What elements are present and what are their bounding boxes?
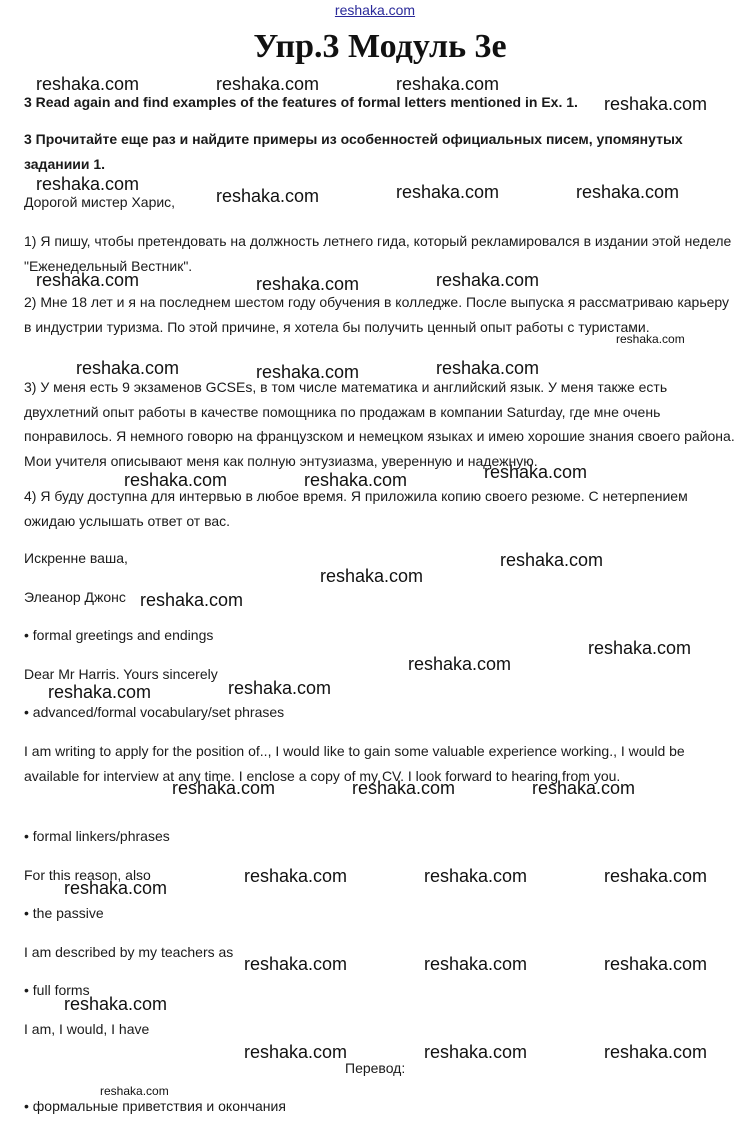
watermark: reshaka.com [36, 74, 140, 94]
watermark: reshaka.com [500, 550, 604, 570]
watermark: reshaka.com [604, 954, 708, 974]
watermark: reshaka.com [604, 866, 708, 886]
feature-example-full-forms: I am, I would, I have [24, 1021, 150, 1037]
watermark: reshaka.com [36, 174, 140, 194]
translation-item-1: • формальные приветствия и окончания [24, 1098, 286, 1114]
task-russian: 3 Прочитайте еще раз и найдите примеры из особенностей официальных писем, упомянутых заданиии 1. [24, 131, 683, 172]
feature-example-vocabulary: I am writing to apply for the position of.., I would like to gain some valuable experience working., I would be available for interview at any time. I enclose a copy of my CV. I look forward to hearing from you. [24, 743, 685, 784]
watermark: reshaka.com [48, 682, 152, 702]
watermark: reshaka.com [588, 638, 692, 658]
site-link[interactable]: reshaka.com [334, 2, 416, 18]
watermark: reshaka.com [256, 362, 360, 382]
watermark: reshaka.com [76, 358, 180, 378]
letter-paragraph-3: 3) У меня есть 9 экзаменов GCSEs, в том числе математика и английский язык. У меня также есть двухлетний опыт работы в качестве помощника по продажам в компании Saturday, где мне очень понравилось. Я немного говорю на французском и немецком языках и имею хорошие знания своего района. Мои учителя описывают меня как полную энтузиазма, уверенную и надежную. [24, 379, 735, 469]
watermark: reshaka.com [484, 462, 588, 482]
watermark: reshaka.com [216, 186, 320, 206]
watermark: reshaka.com [256, 274, 360, 294]
feature-heading-vocabulary: • advanced/formal vocabulary/set phrases [24, 704, 285, 720]
watermark: reshaka.com [244, 954, 348, 974]
watermark: reshaka.com [424, 1042, 528, 1062]
feature-heading-linkers: • formal linkers/phrases [24, 828, 170, 844]
page-title: Упр.3 Модуль 3е [253, 28, 507, 65]
watermark: reshaka.com [396, 74, 500, 94]
watermark: reshaka.com [36, 270, 140, 290]
feature-heading-greetings: • formal greetings and endings [24, 627, 214, 643]
feature-example-linkers: For this reason, also [24, 867, 151, 883]
watermark: reshaka.com [424, 954, 528, 974]
watermark: reshaka.com [424, 866, 528, 886]
watermark: reshaka.com [100, 1084, 169, 1098]
feature-example-passive: I am described by my teachers as [24, 944, 234, 960]
letter-signature: Элеанор Джонс [24, 589, 126, 605]
task-english: 3 Read again and find examples of the features of formal letters mentioned in Ex. 1. [24, 94, 578, 110]
watermark: reshaka.com [396, 182, 500, 202]
watermark: reshaka.com [64, 994, 168, 1014]
watermark: reshaka.com [532, 778, 636, 798]
watermark: reshaka.com [244, 866, 348, 886]
letter-paragraph-2: 2) Мне 18 лет и я на последнем шестом году обучения в колледже. После выпуска я рассматриваю карьеру в индустрии туризма. По этой причине, я хотела бы получить ценный опыт работы с туристами. [24, 294, 730, 335]
watermark: reshaka.com [64, 878, 168, 898]
watermark: reshaka.com [140, 590, 244, 610]
letter-greeting: Дорогой мистер Харис, [24, 194, 176, 210]
watermark: reshaka.com [576, 182, 680, 202]
watermark: reshaka.com [216, 74, 320, 94]
letter-closing: Искренне ваша, [24, 550, 128, 566]
watermark: reshaka.com [228, 678, 332, 698]
watermark: reshaka.com [436, 270, 540, 290]
watermark: reshaka.com [604, 94, 708, 114]
watermark: reshaka.com [320, 566, 424, 586]
watermark: reshaka.com [172, 778, 276, 798]
feature-heading-full-forms: • full forms [24, 982, 90, 998]
watermark: reshaka.com [304, 470, 408, 490]
translation-label: Перевод: [345, 1060, 406, 1076]
letter-paragraph-4: 4) Я буду доступна для интервью в любое время. Я приложила копию своего резюме. С нетерпением ожидаю услышать ответ от вас. [24, 488, 688, 529]
watermark: reshaka.com [436, 358, 540, 378]
feature-example-greetings: Dear Mr Harris. Yours sincerely [24, 666, 218, 682]
feature-heading-passive: • the passive [24, 905, 104, 921]
watermark: reshaka.com [616, 332, 685, 346]
watermark: reshaka.com [604, 1042, 708, 1062]
watermark: reshaka.com [352, 778, 456, 798]
watermark: reshaka.com [408, 654, 512, 674]
watermark: reshaka.com [244, 1042, 348, 1062]
watermark: reshaka.com [124, 470, 228, 490]
letter-paragraph-1: 1) Я пишу, чтобы претендовать на должность летнего гида, который рекламировался в издании этой неделе "Еженедельный Вестник". [24, 233, 732, 274]
